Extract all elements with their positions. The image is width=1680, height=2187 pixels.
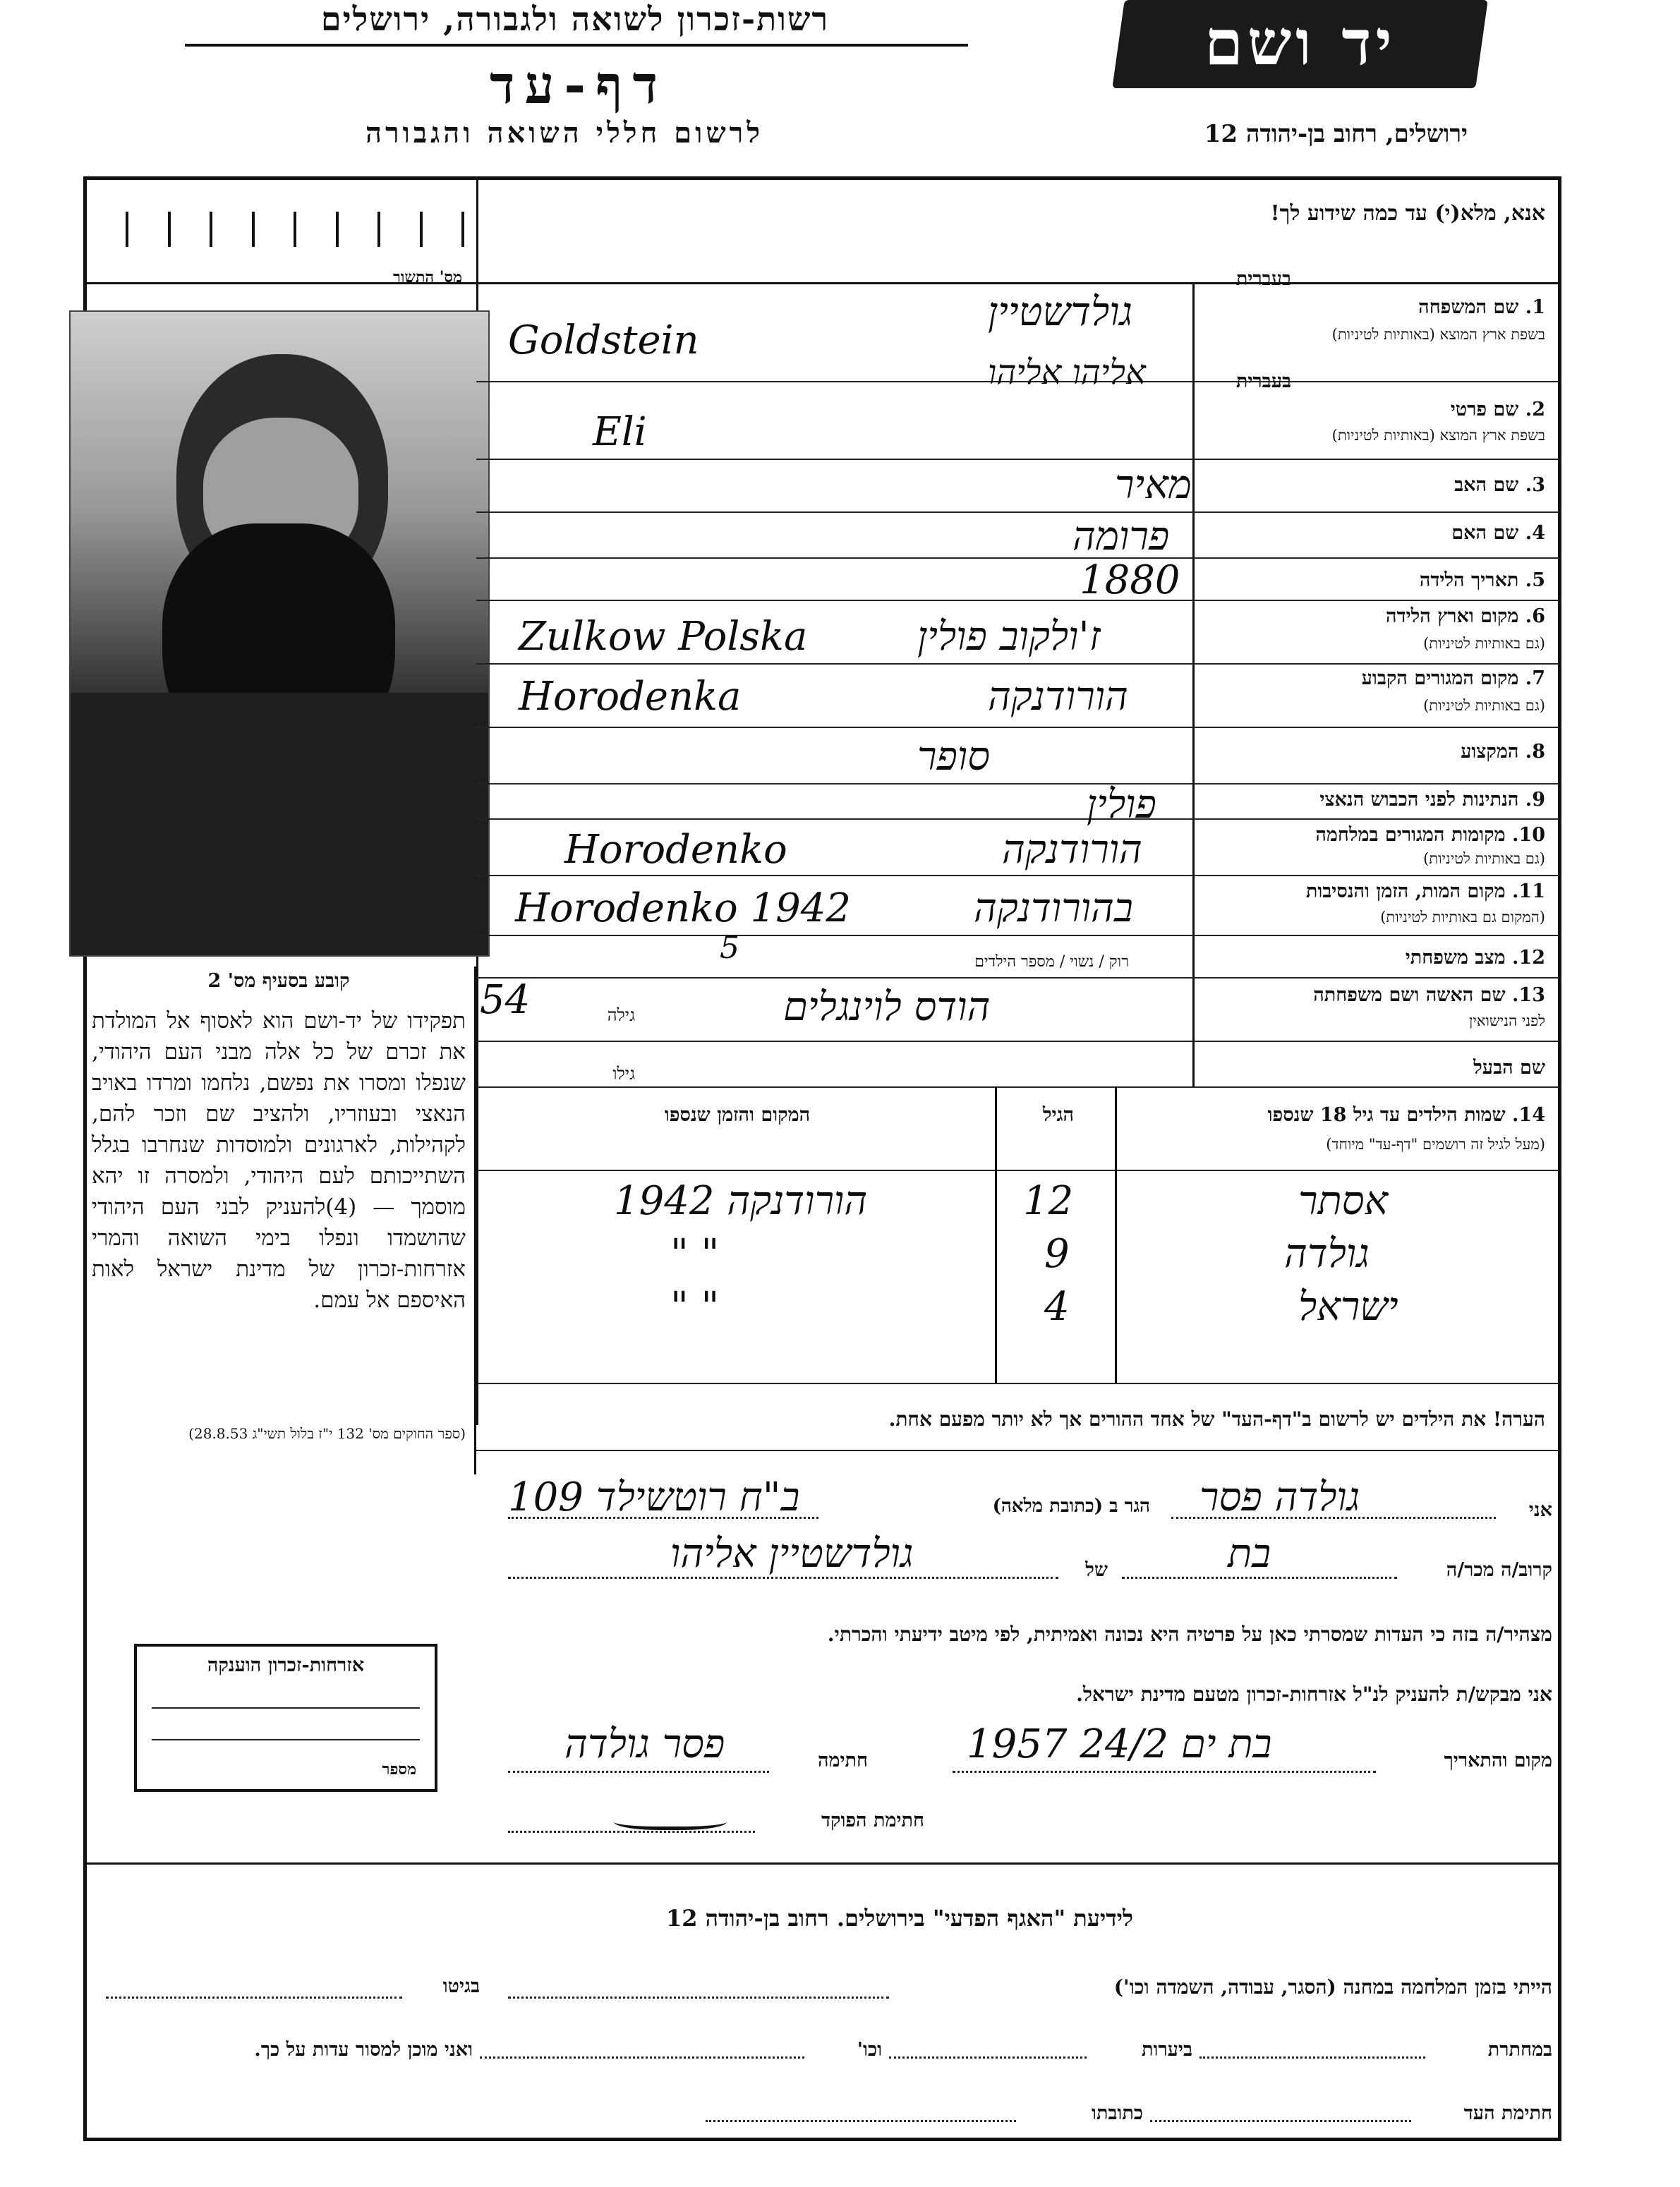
field-10-label: 10. מקומות המגורים במלחמה <box>1315 824 1545 846</box>
declarant-name: גולדה פסר <box>1199 1474 1360 1520</box>
certificate-line <box>152 1739 420 1740</box>
birthplace-hebrew: ז'ולקוב פולין <box>917 614 1101 660</box>
footer-dots <box>1199 2056 1425 2059</box>
children-col-divider <box>1115 1086 1117 1383</box>
child-age: 4 <box>1044 1284 1070 1330</box>
of-label: של <box>1085 1559 1108 1581</box>
law-box-text: תפקידו של יד-ושם הוא לאסוף אל המולדת את זכרם של כל אלה מבני העם היהודי, שנפלו ומסרו את נפשם, נלחמו ומרדו באויב הנאצי ובעוזריו, ולהציב שם וזכר להם, לקהילות, לארגונים ולמוסדות שנחרבו בגלל השתייכותם לעם היהודי, ולמסרה זו יהא מוסמך — (4)להעניק לבני העם היהודי שהושמדו ונפלו בימי השואה והמרי אזרחות-זכרון של מדינת ישראל לאות האיספם אל עמם. <box>92 1008 466 1313</box>
row-rule <box>476 727 1559 728</box>
law-box-ref: (ספר החוקים מס' 132 י"ז בלול תשי"ג 28.8.53) <box>188 1425 466 1442</box>
header-rule <box>185 44 968 47</box>
field-7-sub: (גם באותיות לטיניות) <box>1423 697 1545 714</box>
note: הערה! את הילדים יש לרשום ב"דף-העד" של אחד ההורים אך לא יותר מפעם אחת. <box>888 1407 1545 1431</box>
place-date-line <box>953 1771 1376 1773</box>
child-name: ישראל <box>1298 1284 1398 1330</box>
birth-date: 1880 <box>1080 557 1180 603</box>
first-name-latin: Eli <box>593 409 647 455</box>
footer-dots <box>508 1997 889 1999</box>
children-top-rule <box>476 1086 1559 1088</box>
label-column-divider <box>1192 282 1195 1086</box>
footer-dots <box>706 2120 1016 2122</box>
row-rule <box>476 459 1559 460</box>
footer-dots <box>1150 2120 1411 2122</box>
footer-dots <box>106 1997 402 1999</box>
certificate-line <box>152 1707 420 1709</box>
field-13-label: 13. שם האשה ושם משפחתה <box>1313 984 1545 1006</box>
first-name-hebrew: אליהו אליהו <box>988 353 1146 392</box>
footer-witness-sig: חתימת העד <box>1463 2102 1552 2124</box>
footer-ghetto: בגיטו <box>442 1975 480 1997</box>
profession: סופר <box>917 734 991 780</box>
row-rule <box>476 977 1559 979</box>
mother-name: פרומה <box>1072 514 1170 559</box>
logo-text: יד ושם <box>1204 6 1396 79</box>
form-subtitle: לרשום חללי השואה והגבורה <box>365 116 764 150</box>
footer-address-label: כתובתו <box>1092 2102 1143 2124</box>
footer-ready: ואני מוכן למסור עדות על כך. <box>254 2039 473 2061</box>
field-1-label: 1. שם המשפחה <box>1418 296 1545 318</box>
relation-value: בת <box>1228 1531 1271 1577</box>
relation-label: קרוב/ה מכר/ה <box>1446 1559 1552 1581</box>
child-place: הורודנקה 1942 <box>614 1178 868 1224</box>
children-col-divider <box>995 1086 997 1383</box>
victim-photo <box>69 310 490 957</box>
yad-vashem-logo <box>1112 0 1488 88</box>
wife-age-label: גילה <box>607 1005 635 1025</box>
signature-label: חתימה <box>817 1750 868 1771</box>
child-age: 12 <box>1023 1178 1074 1224</box>
declarant-name-line <box>1171 1517 1496 1519</box>
wartime-hebrew: הורודנקה <box>1002 827 1142 873</box>
residence-latin: Horodenka <box>519 674 742 720</box>
residence-hebrew: הורודנקה <box>988 674 1128 720</box>
field-7-label: 7. מקום המגורים הקבוע <box>1361 667 1545 689</box>
field-9-label: 9. הנתינות לפני הכבוש הנאצי <box>1319 789 1545 811</box>
certificate-box-title: אזרחות-זכרון הוענקה <box>207 1654 365 1676</box>
death-place-latin: Horodenko 1942 <box>515 885 852 931</box>
official-signature-line <box>508 1831 755 1833</box>
field-6-label: 6. מקום וארץ הלידה <box>1386 605 1545 627</box>
case-number-boxes <box>126 212 464 250</box>
org-title: רשות-זכרון לשואה ולגבורה, ירושלים <box>320 0 830 38</box>
law-box-title: קובע בסעיף מס' 2 <box>207 970 350 992</box>
official-signature-label: חתימת הפוקד <box>821 1810 924 1831</box>
footer-forests: ביערות <box>1141 2039 1192 2061</box>
wife-name: הודס לוינגלים <box>783 984 991 1030</box>
field-8-label: 8. המקצוע <box>1461 741 1545 763</box>
resides-label: הגר ב (כתובת מלאה) <box>992 1496 1150 1517</box>
field-1-sub: בשפת ארץ המוצא (באותיות לטיניות) <box>1331 326 1545 343</box>
wartime-latin: Horodenko <box>564 827 787 873</box>
hebrew-label-1: בעברית <box>1235 268 1291 290</box>
row-rule <box>476 663 1559 665</box>
of-name: גולדשטיין אליהו <box>670 1531 914 1577</box>
child-place: " " <box>670 1284 720 1330</box>
signature-line <box>508 1771 769 1773</box>
field-4-label: 4. שם האם <box>1451 522 1545 544</box>
field-3-label: 3. שם האב <box>1454 474 1545 496</box>
declaration-text: מצהיר/ה בזה כי העדות שמסרתי כאן על פרטיה היא נכונה ואמיתית, לפי מיטב ידיעתי והכרתי. <box>827 1623 1552 1646</box>
footer-dots <box>480 2056 804 2059</box>
row-rule <box>476 1041 1559 1042</box>
place-date-value: בת ים 24/2 1957 <box>967 1721 1272 1767</box>
child-age: 9 <box>1044 1231 1070 1277</box>
hebrew-label-2: בעברית <box>1235 370 1291 392</box>
declarant-address-line <box>508 1517 818 1519</box>
declarant-address: ב"ח רוטשילד 109 <box>508 1474 800 1520</box>
field-2-label: 2. שם פרטי <box>1450 399 1545 420</box>
children-header-rule <box>476 1170 1559 1171</box>
request-text: אני מבקש/ת להעניק לנ"ל אזרחות-זכרון מטעם מדינת ישראל. <box>1076 1683 1552 1706</box>
last-name-latin: Goldstein <box>508 317 699 363</box>
child-name: גולדה <box>1284 1231 1370 1277</box>
last-name-hebrew: גולדשטיין <box>988 289 1133 335</box>
row-rule <box>476 935 1559 936</box>
husband-age-label: גילו <box>612 1064 635 1084</box>
row-rule <box>476 875 1559 876</box>
children-col-place: המקום והזמן שנספו <box>664 1104 811 1126</box>
footer-underground: במחתרת <box>1487 2039 1552 2061</box>
nationality: פולין <box>1087 782 1156 828</box>
relation-line <box>1122 1577 1397 1579</box>
field-11-sub: (המקום גם באותיות לטיניות) <box>1380 909 1545 926</box>
children-heading-sub: (מעל לגיל זה רושמים "דף-עד" מיוחד) <box>1326 1136 1545 1153</box>
row-rule <box>476 818 1559 820</box>
wife-age: 54 <box>480 977 531 1023</box>
instruction: אנא, מלא(י) עד כמה שידוע לך! <box>1270 201 1545 226</box>
husband-label: שם הבעל <box>1473 1057 1545 1079</box>
father-name: מאיר <box>1115 462 1192 508</box>
field-6-sub: (גם באותיות לטיניות) <box>1423 635 1545 652</box>
child-name: אסתר <box>1298 1178 1389 1224</box>
child-place: " " <box>670 1231 720 1277</box>
certificate-number-label: מספר <box>382 1760 416 1779</box>
field-2-sub: בשפת ארץ המוצא (באותיות לטיניות) <box>1331 427 1545 444</box>
header-address: ירושלים, רחוב בן-יהודה 12 <box>1204 120 1468 148</box>
note-bottom-rule <box>476 1450 1559 1451</box>
row-rule <box>476 557 1559 559</box>
footer-line1: הייתי בזמן המלחמה במחנה (הסגר, עבודה, השמדה וכו') <box>1113 1975 1552 1999</box>
death-place-hebrew: בהורודנקה <box>974 885 1133 931</box>
field-13-sub: לפני הנישואין <box>1469 1012 1545 1029</box>
row-rule <box>476 511 1559 513</box>
footer-rule <box>83 1862 1561 1865</box>
declarant-signature: פסר גולדה <box>564 1721 725 1767</box>
children-heading: 14. שמות הילדים עד גיל 18 שנספו <box>1267 1104 1545 1126</box>
field-11-label: 11. מקום המות, הזמן והנסיבות <box>1305 880 1545 902</box>
row-rule <box>476 783 1559 784</box>
of-name-line <box>508 1577 1058 1579</box>
children-count: 5 <box>720 930 739 966</box>
field-12-label: 12. מצב משפחתי <box>1405 947 1545 969</box>
row-rule <box>476 600 1559 601</box>
official-signature-mark <box>614 1810 727 1830</box>
footer-title: לידיעת "האגף הפדעי" בירושלים. רחוב בן-יהודה 12 <box>665 1905 1134 1932</box>
footer-etc: וכו' <box>857 2039 882 2061</box>
birthplace-latin: Zulkow Polska <box>519 614 808 660</box>
form-title: דף-עד <box>489 55 668 116</box>
case-number-label: מס' התשור <box>392 268 462 286</box>
children-col-age: הגיל <box>1042 1104 1075 1126</box>
children-bottom-rule <box>476 1383 1559 1384</box>
declaration-i-label: אני <box>1528 1499 1552 1521</box>
footer-dots <box>889 2056 1087 2059</box>
marital-inline: רוק / נשוי / מספר הילדים <box>974 953 1129 971</box>
place-date-label: מקום והתאריך <box>1444 1750 1552 1771</box>
field-10-sub: (גם באותיות לטיניות) <box>1423 850 1545 867</box>
children-left-border <box>476 1086 478 1425</box>
field-5-label: 5. תאריך הלידה <box>1419 569 1545 591</box>
